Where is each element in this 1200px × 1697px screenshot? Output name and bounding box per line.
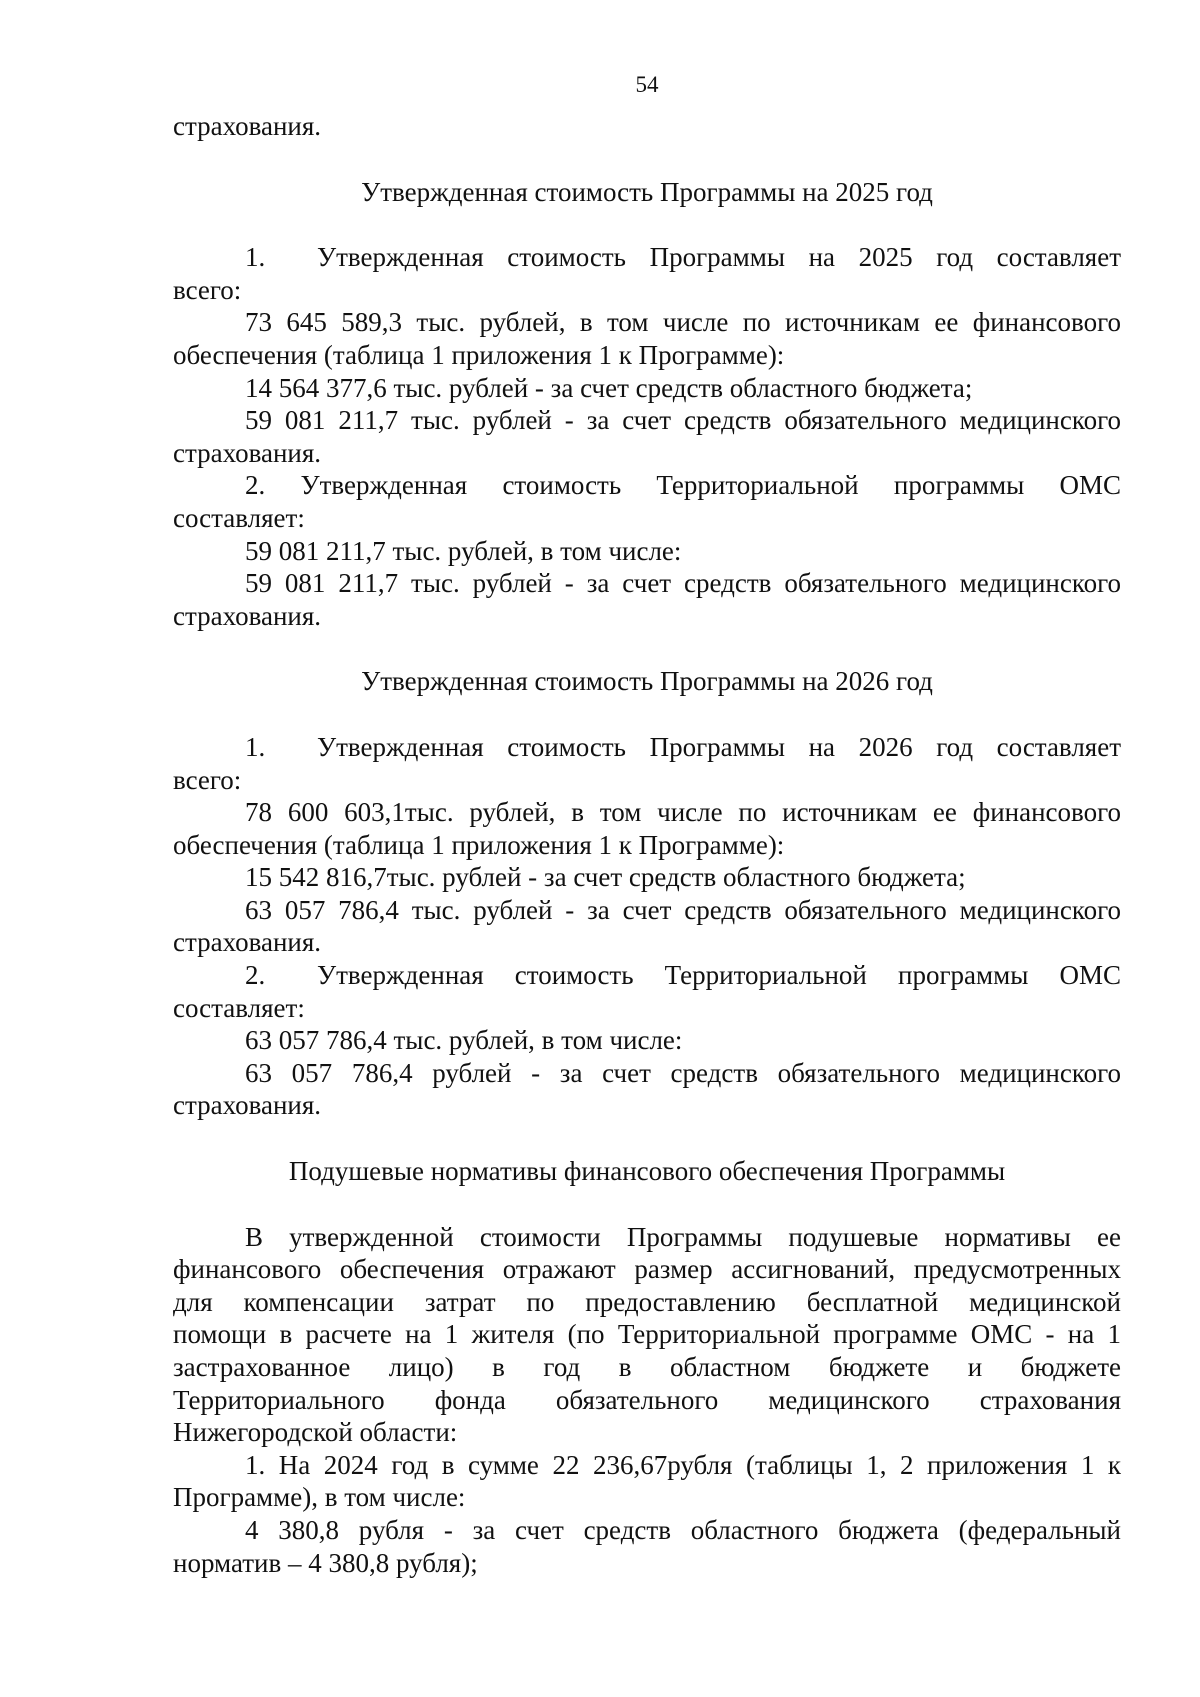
text-line: финансового обеспечения отражают размер ассигнований, предусмотренных bbox=[173, 1254, 1121, 1285]
text-line: помощи в расчете на 1 жителя (по Территориальной программе ОМС - на 1 bbox=[173, 1319, 1121, 1350]
text-line: страхования. bbox=[173, 1090, 322, 1121]
text-line: Территориального фонда обязательного медицинского страхования bbox=[173, 1384, 1121, 1415]
text-line: страхования. bbox=[173, 927, 322, 958]
item-text: Утвержденная стоимость Программы на 2025 год составляет bbox=[317, 242, 1121, 273]
spacer bbox=[173, 1122, 1121, 1155]
text-line: всего: bbox=[173, 764, 242, 795]
text-line: В утвержденной стоимости Программы подушевые нормативы ее bbox=[245, 1221, 1121, 1252]
text-line: для компенсации затрат по предоставлению бесплатной медицинской bbox=[173, 1286, 1121, 1317]
text-line: составляет: bbox=[173, 502, 305, 533]
section-heading-2025: Утвержденная стоимость Программы на 2025 год bbox=[361, 176, 933, 207]
text-line: 63 057 786,4 тыс. рублей - за счет средств обязательного медицинского bbox=[245, 894, 1121, 925]
spacer bbox=[173, 632, 1121, 665]
item-number: 1. bbox=[245, 242, 266, 273]
spacer bbox=[173, 698, 1121, 731]
text-line: обеспечения (таблица 1 приложения 1 к Программе): bbox=[173, 339, 785, 370]
text-line: 2. Утвержденная стоимость Территориальной программы ОМС bbox=[245, 470, 1121, 501]
text-line: страхования. bbox=[173, 600, 322, 631]
text-line: всего: bbox=[173, 274, 242, 305]
spacer bbox=[173, 208, 1121, 241]
page-number: 54 bbox=[635, 72, 659, 97]
text-line: 4 380,8 рубля - за счет средств областного бюджета (федеральный bbox=[245, 1514, 1121, 1545]
spacer bbox=[173, 1188, 1121, 1221]
text-line: застрахованное лицо) в год в областном бюджете и бюджете bbox=[173, 1352, 1121, 1382]
text-line bbox=[173, 959, 1121, 992]
text-line: страхования. bbox=[173, 437, 322, 468]
text-line: Нижегородской области: bbox=[173, 1417, 458, 1448]
text-line bbox=[173, 731, 1121, 764]
text-line: 1. На 2024 год в сумме 22 236,67рубля (таблицы 1, 2 приложения 1 к bbox=[245, 1449, 1121, 1480]
spacer bbox=[173, 143, 1121, 176]
text-line: 59 081 211,7 тыс. рублей - за счет средств обязательного медицинского bbox=[245, 405, 1121, 436]
text-line: 59 081 211,7 тыс. рублей, в том числе: bbox=[245, 535, 682, 566]
item-number: 1. bbox=[245, 731, 266, 762]
text-line: норматив – 4 380,8 рубля); bbox=[173, 1547, 478, 1578]
document-body bbox=[173, 110, 1121, 1579]
text-line: 78 600 603,1тыс. рублей, в том числе по источникам ее финансового bbox=[245, 797, 1121, 828]
text-line: обеспечения (таблица 1 приложения 1 к Программе): bbox=[173, 829, 785, 860]
text-line bbox=[173, 241, 1121, 274]
text-line: составляет: bbox=[173, 992, 305, 1023]
text-line: 14 564 377,6 тыс. рублей - за счет средств областного бюджета; bbox=[245, 372, 973, 403]
text-line: 15 542 816,7тыс. рублей - за счет средств областного бюджета; bbox=[245, 862, 966, 893]
text-line: Программе), в том числе: bbox=[173, 1482, 466, 1513]
item-text: Утвержденная стоимость Территориальной программы ОМС bbox=[317, 960, 1121, 991]
text-line: 59 081 211,7 тыс. рублей - за счет средств обязательного медицинского bbox=[245, 568, 1121, 599]
text-line: 63 057 786,4 тыс. рублей, в том числе: bbox=[245, 1025, 683, 1056]
text-line: 63 057 786,4 рублей - за счет средств обязательного медицинского bbox=[245, 1057, 1121, 1088]
item-text: Утвержденная стоимость Программы на 2026 год составляет bbox=[317, 731, 1121, 762]
text-line: страхования. bbox=[173, 111, 322, 141]
section-heading-normatives: Подушевые нормативы финансового обеспечения Программы bbox=[288, 1156, 1006, 1187]
item-number: 2. bbox=[245, 960, 266, 991]
section-heading-2026: Утвержденная стоимость Программы на 2026 год bbox=[361, 666, 933, 697]
text-line: 73 645 589,3 тыс. рублей, в том числе по источникам ее финансового bbox=[245, 307, 1121, 338]
